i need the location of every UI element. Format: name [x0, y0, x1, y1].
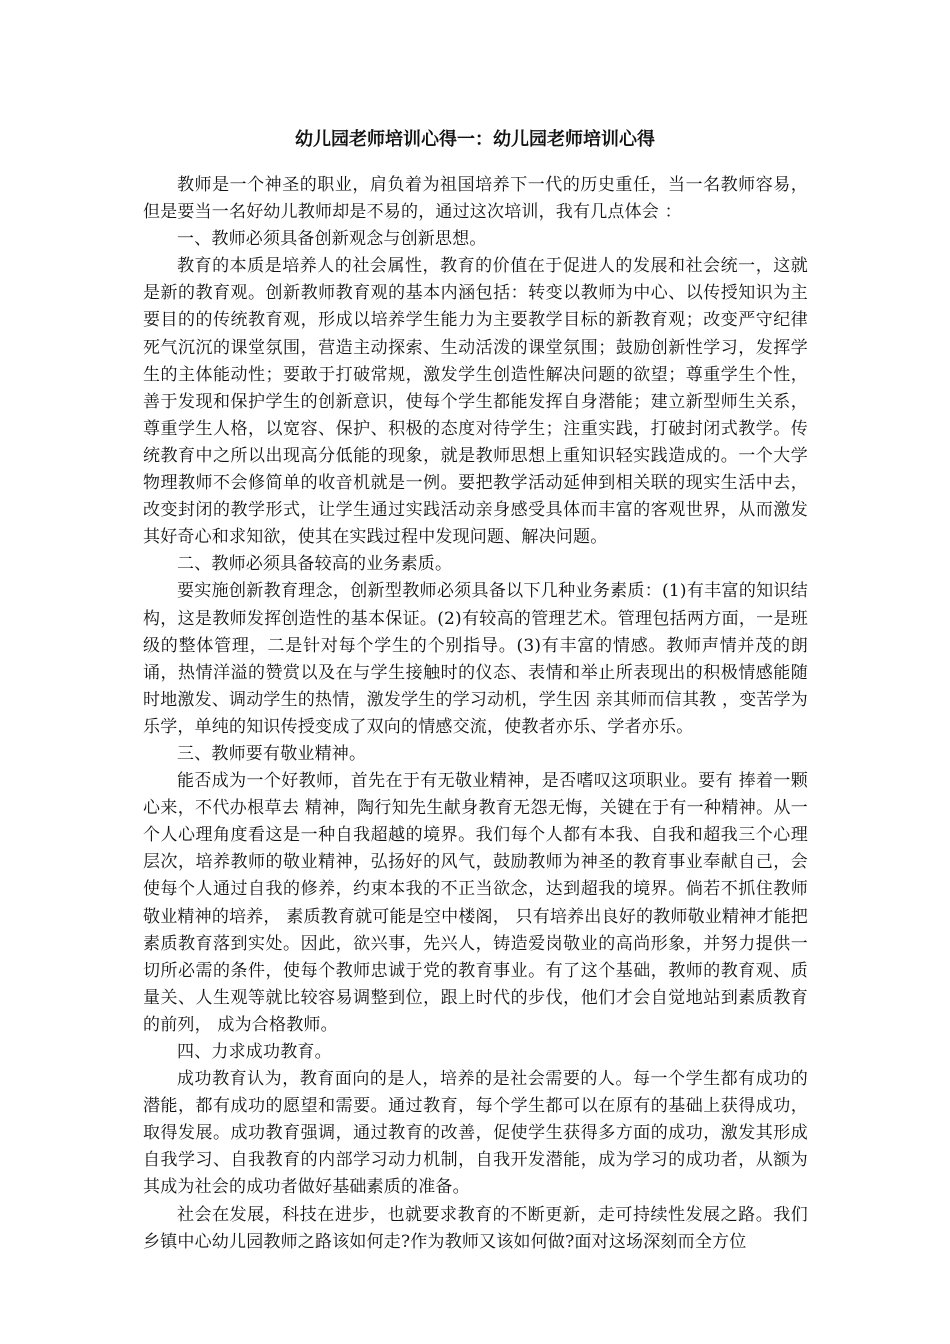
- section-heading-4: 四、力求成功教育。: [177, 1042, 332, 1062]
- paragraph-intro: 教师是一个神圣的职业，肩负着为祖国培养下一代的历史重任，当一名教师容易，但是要当一名好幼儿教师却是不易的，通过这次培训，我有几点体会 ：: [143, 175, 808, 223]
- section-heading-1: 一、教师必须具备创新观念与创新思想。: [177, 229, 487, 250]
- paragraph-closing: 社会在发展，科技在进步，也就要求教育的不断更新，走可持续性发展之路。我们乡镇中心幼儿园教师之路该如何走?作为教师又该如何做?面对这场深刻而全方位: [143, 1204, 808, 1252]
- paragraph-section-2: 要实施创新教育理念，创新型教师必须具备以下几种业务素质：(1)有丰富的知识结构，这是教师发挥创造性的基本保证。(2)有较高的管理艺术。管理包括两方面，一是班级的整体管理，二是针对每个学生的个别指导。(3)有丰富的情感。教师声情并茂的朗诵，热情洋溢的赞赏以及在与学生接触时的仪态、表情和举止所表现出的积极情感能随时地激发、调动学生的热情，激发学生的学习动机，学生因 亲其师而信其教 ，变苦学为乐学，单纯的知识传授变成了双向的情感交流，使教者亦乐、学者亦乐。: [143, 581, 808, 737]
- document-title: 幼儿园老师培训心得一：幼儿园老师培训心得: [295, 129, 655, 150]
- section-heading-2: 二、教师必须具备较高的业务素质。: [177, 554, 453, 575]
- paragraph-section-3: 能否成为一个好教师，首先在于有无敬业精神，是否嗜叹这项职业。要有 捧着一颗心来，不代办根草去 精神，陶行知先生献身教育无怨无悔，关键在于有一种精神。从一个人心理角度看这是一种自我超越的境界。我们每个人都有本我、自我和超我三个心理层次，培养教师的敬业精神，弘扬好的风气，鼓励教师为神圣的教育事业奉献自己，会使每个人通过自我的修养，约束本我的不正当欲念，达到超我的境界。倘若不抓住教师敬业精神的培养， 素质教育就可能是空中楼阁， 只有培养出良好的教师敬业精神才能把素质教育落到实处。因此，欲兴事，先兴人，铸造爱岗敬业的高尚形象，并努力提供一切所必需的条件，使每个教师忠诚于党的教育事业。有了这个基础，教师的教育观、质量关、人生观等就比较容易调整到位，跟上时代的步伐，他们才会自觉地站到素质教育的前列， 成为合格教师。: [143, 771, 808, 1035]
- paragraph-section-4: 成功教育认为，教育面向的是人，培养的是社会需要的人。每一个学生都有成功的潜能，都有成功的愿望和需要。通过教育，每个学生都可以在原有的基础上获得成功，取得发展。成功教育强调，通过教育的改善，促使学生获得多方面的成功，激发其形成自我学习、自我教育的内部学习动力机制，自我开发潜能，成为学习的成功者，从额为其成为社会的成功者做好基础素质的准备。: [143, 1069, 808, 1198]
- section-heading-3: 三、教师要有敬业精神。: [177, 743, 367, 764]
- document-body: [143, 172, 808, 1256]
- paragraph-section-1: 教育的本质是培养人的社会属性，教育的价值在于促进人的发展和社会统一，这就是新的教育观。创新教师教育观的基本内涵包括：转变以教师为中心、以传授知识为主要目的的传统教育观，形成以培养学生能力为主要教学目标的新教育观；改变严守纪律死气沉沉的课堂氛围，营造主动探索、生动活泼的课堂氛围；鼓励创新性学习，发挥学生的主体能动性；要敢于打破常规，激发学生创造性解决问题的欲望；尊重学生个性，善于发现和保护学生的创新意识，使每个学生都能发挥自身潜能；建立新型师生关系，尊重学生人格，以宽容、保护、积极的态度对待学生；注重实践，打破封闭式教学。传统教育中之所以出现高分低能的现象，就是教师思想上重知识轻实践造成的。一个大学物理教师不会修简单的收音机就是一例。要把教学活动延伸到相关联的现实生活中去，改变封闭的教学形式，让学生通过实践活动亲身感受具体而丰富的客观世界，从而激发其好奇心和求知欲，使其在实践过程中发现问题、解决问题。: [143, 256, 808, 548]
